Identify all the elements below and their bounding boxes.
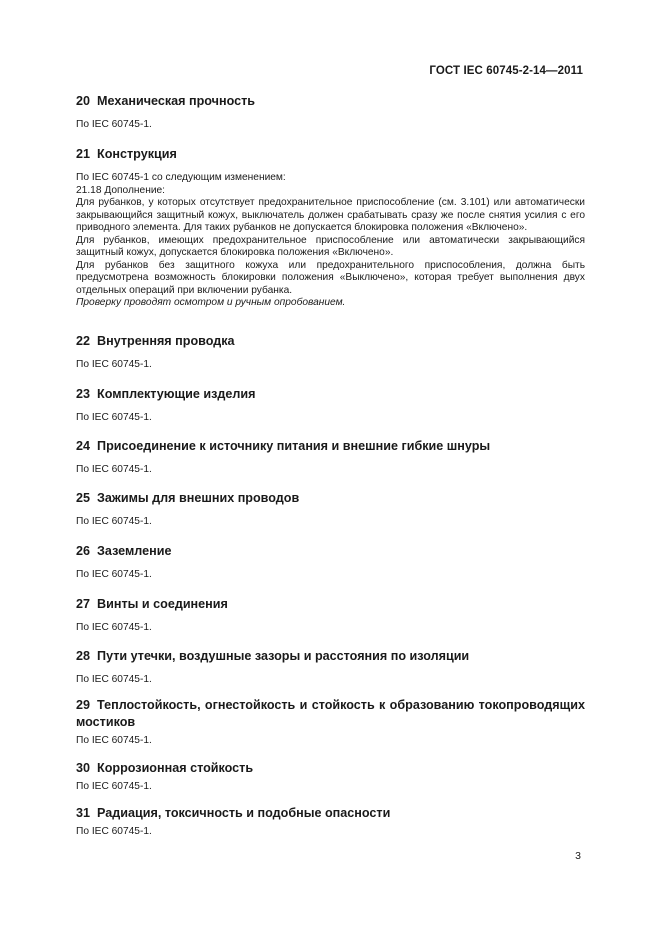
section-heading bbox=[76, 805, 585, 822]
section-text: По IEC 60745-1. bbox=[76, 735, 152, 746]
section-number: 20 bbox=[76, 94, 91, 108]
section-intro: По IEC 60745-1 со следующим изменением: bbox=[76, 172, 286, 183]
check-note: Проверку проводят осмотром и ручным опробованием. bbox=[76, 297, 346, 308]
section-text: По IEC 60745-1. bbox=[76, 464, 152, 475]
section-number: 24 bbox=[76, 439, 91, 453]
section-text: По IEC 60745-1. bbox=[76, 826, 152, 837]
section-text: По IEC 60745-1. bbox=[76, 781, 152, 792]
section-22 bbox=[76, 333, 585, 372]
section-number: 28 bbox=[76, 649, 91, 663]
section-21 bbox=[76, 146, 585, 310]
section-31 bbox=[76, 805, 585, 839]
document-header: ГОСТ IEC 60745-2-14—2011 bbox=[429, 65, 583, 77]
section-title: Винты и соединения bbox=[97, 597, 228, 611]
section-number: 23 bbox=[76, 387, 91, 401]
section-number: 22 bbox=[76, 334, 91, 348]
section-number: 26 bbox=[76, 544, 91, 558]
section-heading bbox=[76, 490, 585, 507]
section-heading bbox=[76, 333, 585, 350]
section-title: Теплостойкость, огнестойкость и стойкость к образованию токопроводящих мостиков bbox=[76, 698, 585, 729]
section-heading bbox=[76, 697, 585, 731]
paragraph-1: Для рубанков, у которых отсутствует предохранительное приспособление (см. 3.101) или автоматически закрывающийся защитный кожух, выключатель должен срабатывать сразу же после снятия усилия с его приводного элемента. Для таких рубанков не допускается блокировка положения «Включено». bbox=[76, 197, 585, 233]
section-27 bbox=[76, 596, 585, 635]
section-number: 31 bbox=[76, 806, 91, 820]
section-heading bbox=[76, 543, 585, 560]
section-text: По IEC 60745-1. bbox=[76, 569, 152, 580]
section-text: По IEC 60745-1. bbox=[76, 119, 152, 130]
section-24 bbox=[76, 438, 585, 477]
paragraph-3: Для рубанков без защитного кожуха или предохранительного приспособления, должна быть предусмотрена возможность блокировки положения «Выключено», которая требует выполнения двух отдельных операций при включении рубанка. bbox=[76, 259, 585, 296]
section-heading bbox=[76, 438, 585, 455]
section-30 bbox=[76, 760, 585, 794]
section-20 bbox=[76, 93, 585, 132]
section-heading bbox=[76, 93, 585, 110]
section-text: По IEC 60745-1. bbox=[76, 412, 152, 423]
section-heading bbox=[76, 146, 585, 163]
section-text: По IEC 60745-1. bbox=[76, 359, 152, 370]
section-heading bbox=[76, 760, 585, 777]
section-title: Заземление bbox=[97, 544, 172, 558]
section-number: 25 bbox=[76, 491, 91, 505]
section-number: 30 bbox=[76, 761, 91, 775]
section-heading bbox=[76, 648, 585, 665]
section-25 bbox=[76, 490, 585, 529]
section-title: Механическая прочность bbox=[97, 94, 256, 108]
section-heading bbox=[76, 386, 585, 403]
section-heading bbox=[76, 596, 585, 613]
section-26 bbox=[76, 543, 585, 582]
section-title: Конструкция bbox=[97, 147, 177, 161]
section-29 bbox=[76, 697, 585, 748]
section-title: Радиация, токсичность и подобные опасности bbox=[97, 806, 391, 820]
section-title: Присоединение к источнику питания и внешние гибкие шнуры bbox=[97, 439, 491, 453]
section-23 bbox=[76, 386, 585, 425]
section-title: Зажимы для внешних проводов bbox=[97, 491, 300, 505]
section-text: По IEC 60745-1. bbox=[76, 516, 152, 527]
paragraph-2: Для рубанков, имеющих предохранительное приспособление или автоматически закрывающийся защитный кожух, допускается блокировка положения «Включено». bbox=[76, 234, 585, 258]
subclause-label: 21.18 Дополнение: bbox=[76, 184, 166, 196]
section-number: 27 bbox=[76, 597, 91, 611]
section-text: По IEC 60745-1. bbox=[76, 622, 152, 633]
section-title: Комплектующие изделия bbox=[97, 387, 256, 401]
section-title: Коррозионная стойкость bbox=[97, 761, 254, 775]
section-number: 21 bbox=[76, 147, 91, 161]
section-title: Внутренняя проводка bbox=[97, 334, 235, 348]
section-number: 29 bbox=[76, 698, 91, 712]
section-text: По IEC 60745-1. bbox=[76, 674, 152, 685]
section-28 bbox=[76, 648, 585, 687]
section-title: Пути утечки, воздушные зазоры и расстояния по изоляции bbox=[97, 649, 470, 663]
page-number: 3 bbox=[575, 850, 581, 862]
